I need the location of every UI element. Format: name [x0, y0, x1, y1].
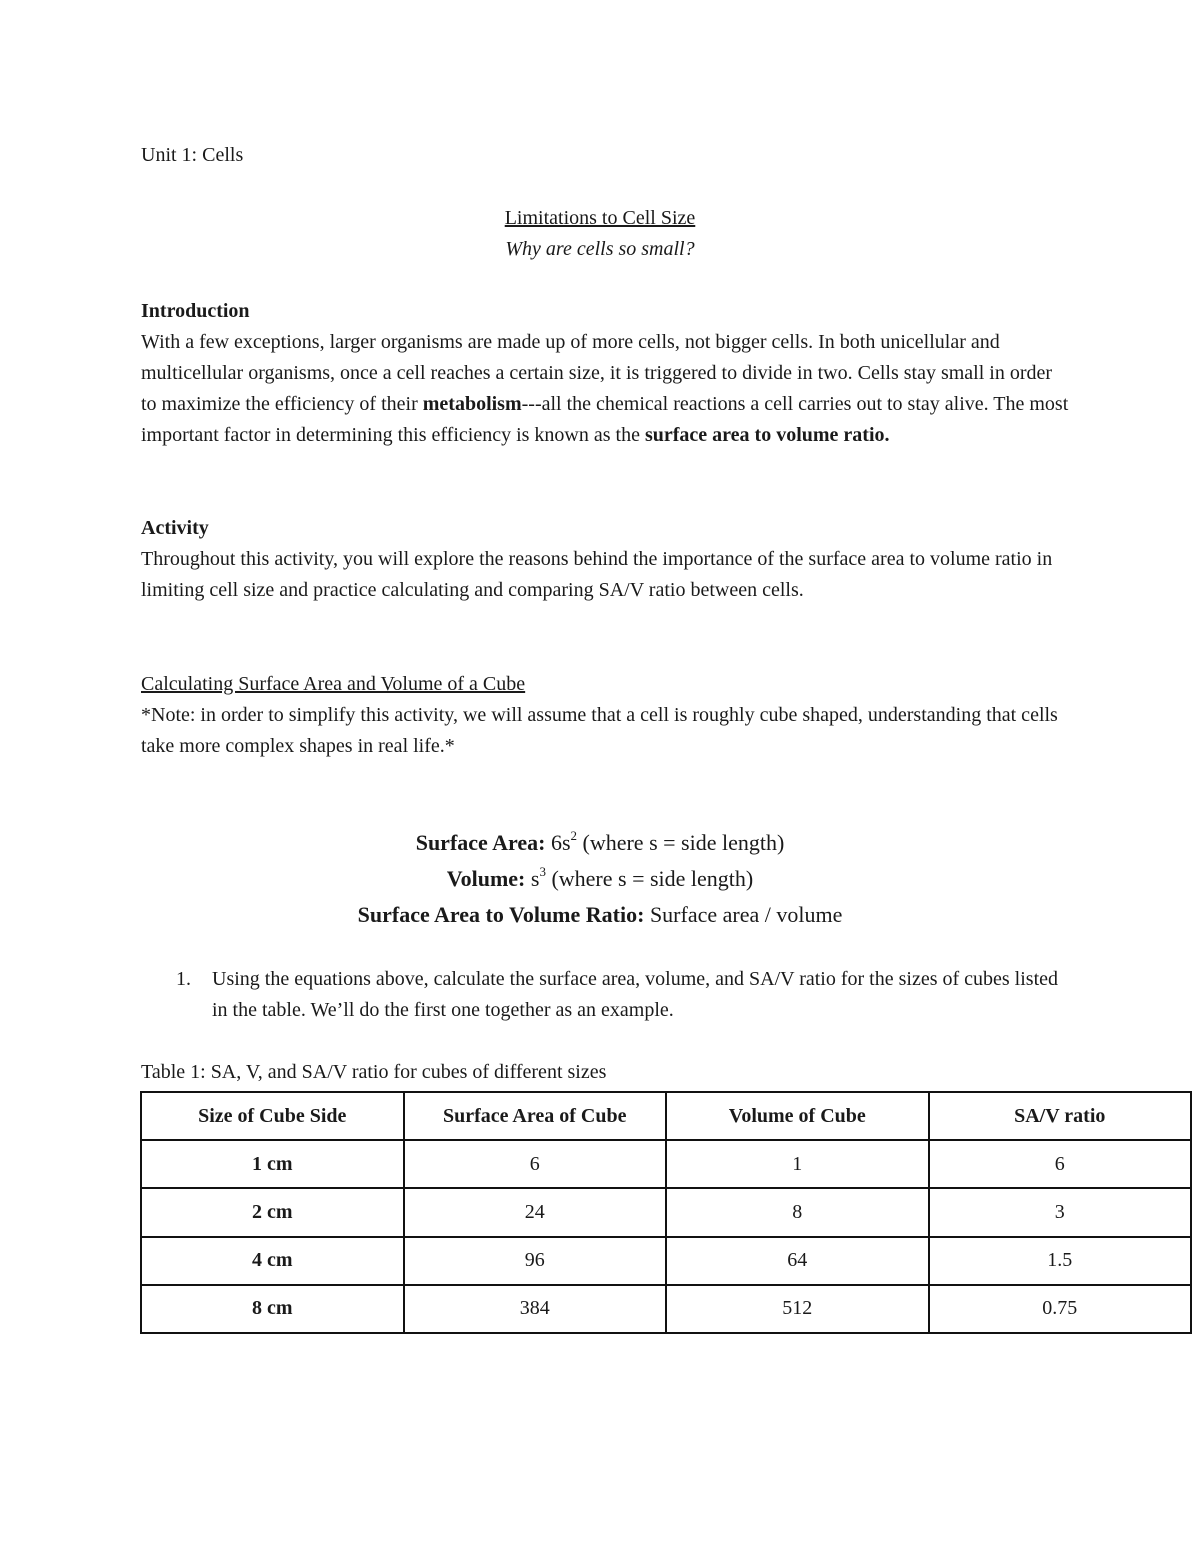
- sa-rest: (where s = side length): [577, 830, 785, 855]
- vol-rest: (where s = side length): [545, 866, 754, 891]
- column-header: Volume of Cube: [666, 1092, 929, 1140]
- column-header: Size of Cube Side: [141, 1092, 404, 1140]
- introduction-heading: Introduction: [141, 300, 250, 322]
- volume-formula: [0, 861, 1200, 897]
- table-cell: 8 cm: [141, 1285, 404, 1333]
- table-cell: 1: [666, 1140, 929, 1188]
- column-header: SA/V ratio: [929, 1092, 1192, 1140]
- table-cell: 3: [929, 1188, 1192, 1236]
- table-cell: 96: [404, 1237, 667, 1285]
- sa-label: Surface Area:: [415, 830, 546, 855]
- calc-section-heading: Calculating Surface Area and Volume of a Cube: [141, 673, 526, 695]
- table-cell: 0.75: [929, 1285, 1192, 1333]
- table-cell: 8: [666, 1188, 929, 1236]
- unit-header: Unit 1: Cells: [141, 144, 244, 166]
- activity-paragraph: Throughout this activity, you will explore the reasons behind the importance of the surface area to volume ratio in limiting cell size and practice calculating and comparing SA/V ratio between cells.: [141, 548, 1053, 601]
- ratio-rest: Surface area / volume: [644, 902, 843, 927]
- table-cell: 6: [929, 1140, 1192, 1188]
- table-row: [141, 1188, 1191, 1236]
- sa-exponent: 2: [570, 828, 577, 843]
- table-row: [141, 1285, 1191, 1333]
- activity-heading: Activity: [141, 517, 209, 539]
- question-1: [141, 964, 1071, 1026]
- table-cell: 384: [404, 1285, 667, 1333]
- column-header: Surface Area of Cube: [404, 1092, 667, 1140]
- vol-base: s: [525, 866, 540, 891]
- metabolism-term: metabolism: [422, 393, 522, 415]
- question-1-number: 1.: [176, 968, 191, 990]
- table-cell: 24: [404, 1188, 667, 1236]
- table-cell: 512: [666, 1285, 929, 1333]
- table-caption: Table 1: SA, V, and SA/V ratio for cubes of different sizes: [141, 1061, 607, 1083]
- question-1-text: Using the equations above, calculate the surface area, volume, and SA/V ratio for the sizes of cubes listed in the table. We’ll do the first one together as an example.: [212, 968, 1059, 1021]
- introduction-paragraph: [141, 327, 1071, 451]
- vol-label: Volume:: [446, 866, 526, 891]
- sa-v-ratio-term: surface area to volume ratio.: [644, 424, 890, 446]
- ratio-label: Surface Area to Volume Ratio:: [357, 902, 645, 927]
- table-cell: 64: [666, 1237, 929, 1285]
- page-subtitle: Why are cells so small?: [505, 238, 695, 260]
- introduction-text-1: With a few exceptions, larger organisms are made up of more cells, not bigger cells. In both unicellular and multicellular organisms, once a cell reaches a certain size, it is triggered to divide in two. Cells stay small in order to maximize the efficiency of their: [141, 331, 1053, 415]
- vol-exponent: 3: [539, 864, 546, 879]
- introduction-text-2: ---all the chemical reactions a cell carries out to stay alive. The most important factor in determining this efficiency is known as the: [141, 393, 1069, 446]
- table-row: [141, 1237, 1191, 1285]
- cube-data-table: [140, 1091, 1192, 1334]
- table-cell: 1.5: [929, 1237, 1192, 1285]
- table-cell: 1 cm: [141, 1140, 404, 1188]
- ratio-formula: [0, 897, 1200, 933]
- surface-area-formula: [0, 825, 1200, 861]
- table-header-row: [141, 1092, 1191, 1140]
- table-cell: 6: [404, 1140, 667, 1188]
- sa-base: 6s: [545, 830, 571, 855]
- table-cell: 2 cm: [141, 1188, 404, 1236]
- table-row: [141, 1140, 1191, 1188]
- table-cell: 4 cm: [141, 1237, 404, 1285]
- page-title: Limitations to Cell Size: [504, 207, 696, 229]
- calc-section-note: *Note: in order to simplify this activity, we will assume that a cell is roughly cube shaped, understanding that cells take more complex shapes in real life.*: [141, 704, 1058, 757]
